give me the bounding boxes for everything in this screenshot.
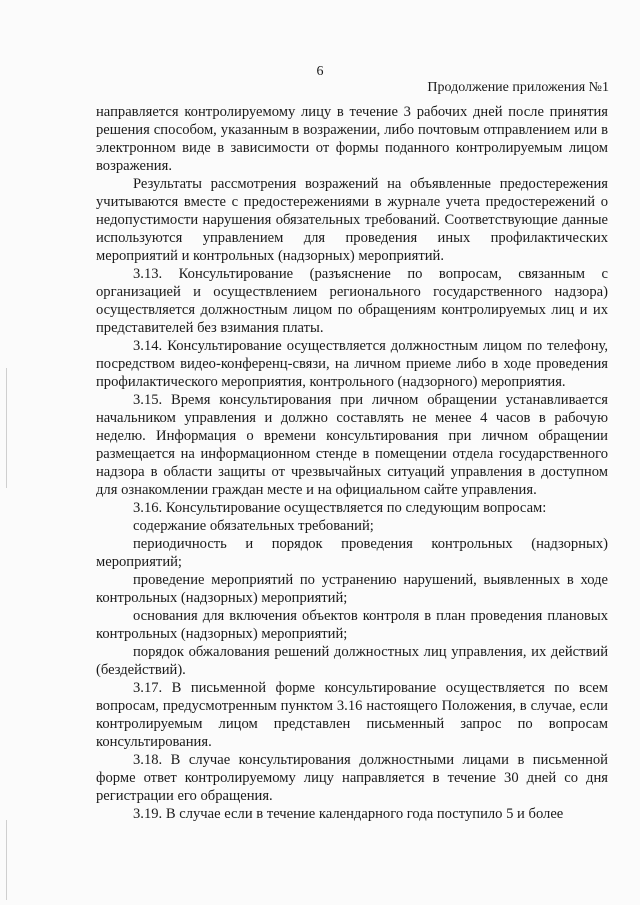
document-body (96, 103, 608, 823)
margin-scan-mark (6, 820, 7, 900)
list-item: порядок обжалования решений должностных лиц управления, их действий (бездействий). (96, 644, 608, 678)
page-number: 6 (316, 64, 324, 79)
paragraph: Результаты рассмотрения возражений на объявленные предостережения учитываются вместе с предостережениями в журнале учета предостережений о недопустимости нарушения обязательных требований. Соответствующие данные используются управлением для проведения иных профилактических мероприятий и контрольных (надзорных) мероприятий. (96, 176, 608, 264)
appendix-label: Продолжение приложения №1 (427, 80, 609, 95)
paragraph: 3.17. В письменной форме консультирование осуществляется по всем вопросам, предусмотренным пунктом 3.16 настоящего Положения, в случае, если контролируемым лицом представлен письменный запрос по вопросам консультирования. (96, 680, 608, 750)
paragraph: 3.19. В случае если в течение календарного года поступило 5 и более (133, 806, 564, 822)
list-item: проведение мероприятий по устранению нарушений, выявленных в ходе контрольных (надзорных) мероприятий; (96, 572, 608, 606)
paragraph: 3.15. Время консультирования при личном обращении устанавливается начальником управления и должно составлять не менее 4 часов в рабочую неделю. Информация о времени консультирования при личном обращении размещается на информационном стенде в помещении отдела государственного надзора в области защиты от чрезвычайных ситуаций управления в доступном для ознакомлении граждан месте и на официальном сайте управления. (96, 392, 608, 498)
list-item: основания для включения объектов контроля в план проведения плановых контрольных (надзорных) мероприятий; (96, 608, 608, 642)
list-item: периодичность и порядок проведения контрольных (надзорных) мероприятий; (96, 536, 608, 570)
paragraph: 3.18. В случае консультирования должностными лицами в письменной форме ответ контролируемому лицу направляется в течение 30 дней со дня регистрации его обращения. (96, 752, 608, 804)
paragraph: направляется контролируемому лицу в течение 3 рабочих дней после принятия решения способом, указанным в возражении, либо почтовым отправлением или в электронном виде в зависимости от формы поданного контролируемым лицом возражения. (96, 104, 608, 174)
paragraph: 3.14. Консультирование осуществляется должностным лицом по телефону, посредством видео-конференц-связи, на личном приеме либо в ходе проведения профилактического мероприятия, контрольного (надзорного) мероприятия. (96, 338, 608, 390)
list-item: содержание обязательных требований; (133, 518, 374, 534)
paragraph: 3.13. Консультирование (разъяснение по вопросам, связанным с организацией и осуществлением регионального государственного надзора) осуществляется должностным лицом по обращениям контролируемых лиц и их представителей без взимания платы. (96, 266, 608, 336)
margin-scan-mark (6, 368, 7, 488)
paragraph: 3.16. Консультирование осуществляется по следующим вопросам: (133, 500, 547, 516)
